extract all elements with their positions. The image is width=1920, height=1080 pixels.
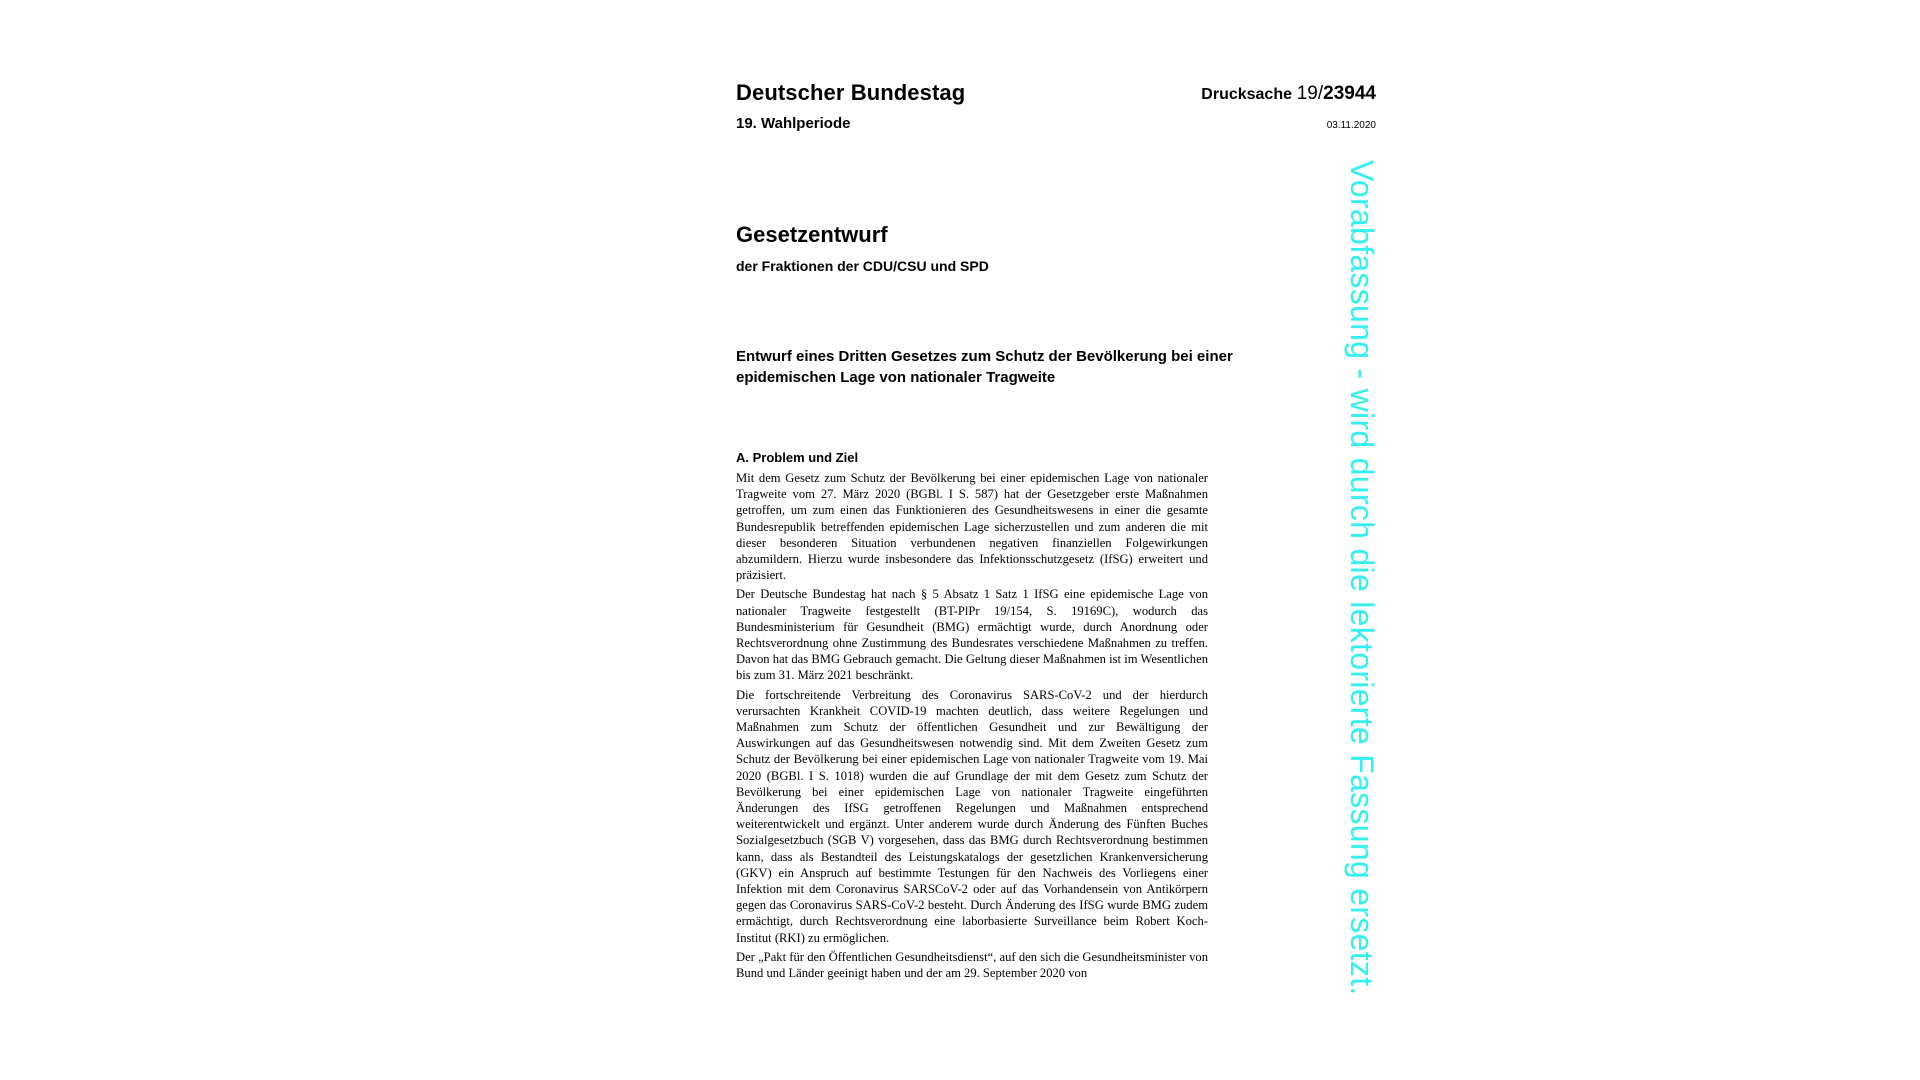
drucksache-reference <box>1201 83 1376 105</box>
draft-watermark: Vorabfassung - wird durch die lektorierte Fassung ersetzt. <box>1344 160 1380 996</box>
bill-title: Entwurf eines Dritten Gesetzes zum Schutz der Bevölkerung bei einer epidemischen Lage von nationaler Tragweite <box>736 348 1233 386</box>
drucksache-prefix: 19/ <box>1296 83 1324 104</box>
drucksache-number: 23944 <box>1323 83 1376 104</box>
section-body <box>736 470 1208 984</box>
section-heading: A. Problem und Ziel <box>736 450 859 465</box>
document-type-title: Gesetzentwurf <box>736 222 888 247</box>
drucksache-label: Drucksache <box>1201 86 1292 103</box>
document-header <box>736 80 1376 110</box>
electoral-period: 19. Wahlperiode <box>736 115 851 132</box>
body-paragraph: Die fortschreitende Verbreitung des Coronavirus SARS-CoV-2 und der hierdurch verursachten Krankheit COVID-19 machten deutlich, dass weitere Regelungen und Maßnahmen zum Schutz der öffentlichen Gesundheit und zur Bewältigung der Auswirkungen auf das Gesundheitswesen notwendig sind. Mit dem Zweiten Gesetz zum Schutz der Bevölkerung bei einer epidemischen Lage von nationaler Tragweite vom 19. Mai 2020 (BGBl. I S. 1018) wurden die auf Grundlage der mit dem Gesetz zum Schutz der Bevölkerung bei einer epidemischen Lage von nationaler Tragweite eingeführten Änderungen des IfSG getroffenen Regelungen und Maßnahmen entsprechend weiterentwickelt und ergänzt. Unter anderem wurde durch Änderung des Fünften Buches Sozialgesetzbuch (SGB V) vorgesehen, dass das BMG durch Rechtsverordnung bestimmen kann, dass als Bestandteil des Leistungskatalogs der gesetzlichen Krankenversicherung (GKV) ein Anspruch auf bestimmte Testungen für den Nachweis des Vorliegens einer Infektion mit dem Coronavirus SARSCoV-2 oder auf das Vorhandensein von Antikörpern gegen das Coronavirus SARS-CoV-2 besteht. Durch Änderung des IfSG wurde BMG zudem ermächtigt, durch Rechtsverordnung eine laborbasierte Surveillance beim Robert Koch-Institut (RKI) zu ermöglichen. <box>736 687 1208 945</box>
document-date: 03.11.2020 <box>1326 120 1376 131</box>
parliament-name: Deutscher Bundestag <box>736 80 966 105</box>
body-paragraph: Mit dem Gesetz zum Schutz der Bevölkerung bei einer epidemischen Lage von nationaler Tragweite vom 27. März 2020 (BGBl. I S. 587) hat der Gesetzgeber erste Maßnahmen getroffen, um zum einen das Funktionieren des Gesundheitswesens in einer die gesamte Bundesrepublik betreffenden epidemischen Lage sicherzustellen und zum anderen die mit dieser besonderen Situation verbundenen negativen finanziellen Folgewirkungen abzumildern. Hierzu wurde insbesondere das Infektionsschutzgesetz (IfSG) erweitert und präzisiert. <box>736 471 1208 583</box>
body-paragraph: Der Deutsche Bundestag hat nach § 5 Absatz 1 Satz 1 IfSG eine epidemische Lage von nationaler Tragweite festgestellt (BT-PlPr 19/154, S. 19169C), wodurch das Bundesministerium für Gesundheit (BMG) ermächtigt wurde, durch Anordnung oder Rechtsverordnung ohne Zustimmung des Bundesrates verschiedene Maßnahmen zu treffen. Davon hat das BMG Gebrauch gemacht. Die Geltung dieser Maßnahmen ist im Wesentlichen bis zum 31. März 2021 beschränkt. <box>736 587 1208 683</box>
submitters: der Fraktionen der CDU/CSU und SPD <box>736 258 989 274</box>
body-paragraph: Der „Pakt für den Öffentlichen Gesundheitsdienst“, auf den sich die Gesundheitsminister von Bund und Länder geeinigt haben und der am 29. September 2020 von <box>736 949 1208 981</box>
